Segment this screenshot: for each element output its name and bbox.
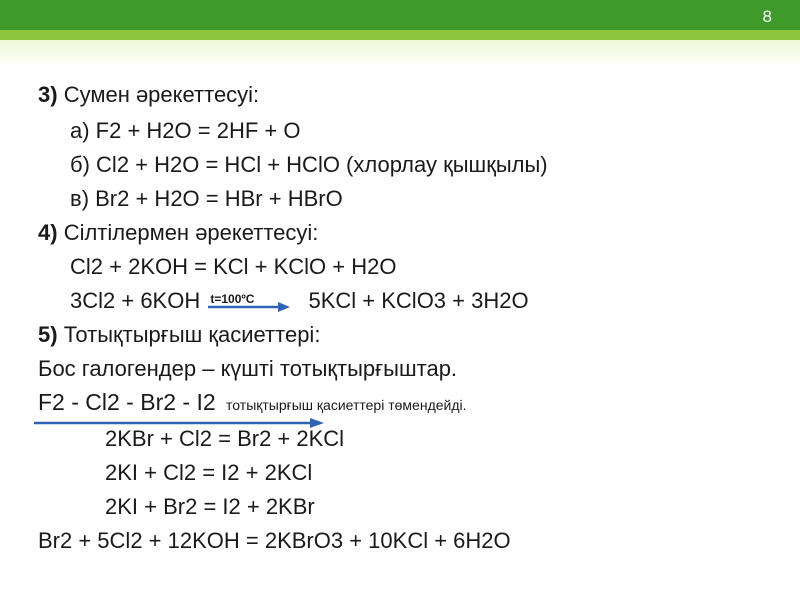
section3-title: Сумен әрекеттесуі: [63, 82, 260, 107]
reaction-1: 2KBr + Cl2 = Br2 + 2KCl [105, 426, 345, 451]
section5-title: Тотықтырғыш қасиеттері: [63, 322, 321, 347]
reaction-2: 2KI + Cl2 = I2 + 2KCl [105, 460, 313, 485]
equation-3b: б) Cl2 + H2O = HCl + HClO (хлорлау қышқылы) [70, 152, 548, 177]
halogen-series-text: F2 - Cl2 - Br2 - I2 [38, 389, 216, 415]
equation-4-1: Cl2 + 2KOH = KCl + KClO + H2O [70, 254, 397, 279]
reaction-arrow [208, 288, 290, 314]
equation-4-2-right: 5KCl + KClO3 + 3H2O [308, 288, 529, 313]
section3-number: 3) [38, 82, 58, 107]
halogen-statement: Бос галогендер – күшті тотықтырғыштар. [38, 356, 458, 381]
equation-3a: а) F2 + H2O = 2HF + O [70, 118, 301, 143]
section3-heading [38, 82, 259, 108]
equation-4-2 [70, 288, 529, 314]
section4-title: Сілтілермен әрекеттесуі: [63, 220, 319, 245]
header-band-mid [0, 30, 800, 40]
slide-number: 8 [762, 7, 772, 26]
section5-heading [38, 322, 320, 348]
halogen-series-note: тотықтырғыш қасиеттері төмендейді. [226, 397, 467, 413]
section5-number: 5) [38, 322, 58, 347]
arrow-right-icon [208, 302, 290, 312]
header-band-light [0, 40, 800, 66]
reaction-condition: t=100ºC [210, 292, 255, 306]
equation-3c: в) Br2 + H2O = HBr + HBrO [70, 186, 343, 211]
final-equation: Br2 + 5Cl2 + 12KOH = 2KBrO3 + 10KCl + 6H2O [38, 528, 511, 553]
equation-4-2-left: 3Cl2 + 6KOH [70, 288, 201, 313]
section4-number: 4) [38, 220, 58, 245]
halogen-series [38, 389, 467, 418]
section4-heading [38, 220, 318, 246]
header-band-dark [0, 0, 800, 30]
reaction-3: 2KI + Br2 = I2 + 2KBr [105, 494, 315, 519]
